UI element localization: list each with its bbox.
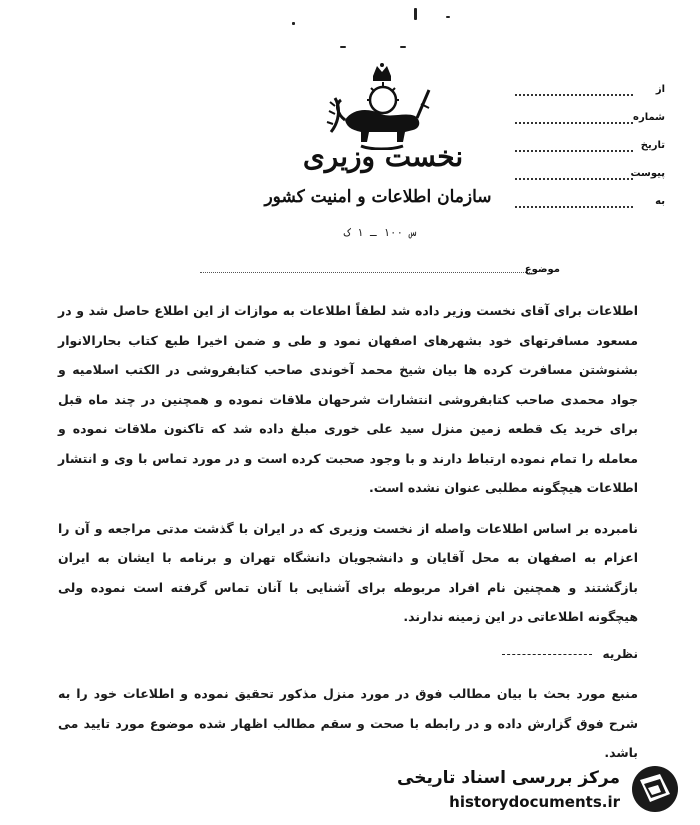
meta-label: پیوست [630, 168, 665, 179]
organization-name: سازمان اطلاعات و امنیت کشور [264, 187, 492, 207]
body-paragraph: منبع مورد بحث با بیان مطالب فوق در مورد منزل مذکور تحقیق نموده و اطلاعات خود را به شرح فوق گزارش داده و در رابطه با صحت و سقم مطالب اظهار شده موضوع مورد تایید می باشد. [58, 686, 638, 760]
speck [292, 22, 295, 25]
subject-label: موضوع [524, 264, 560, 275]
meta-row-from [490, 82, 665, 106]
meta-label: شماره [633, 112, 665, 123]
meta-fill-line [515, 150, 633, 152]
lion-and-sun-emblem-icon [325, 62, 440, 150]
opinion-heading [58, 640, 638, 670]
speck [446, 16, 450, 18]
subject-fill-line [200, 272, 530, 273]
reference-number: س ۱۰۰ ـ ۱ ک [343, 226, 417, 239]
opinion-label: نظریه [602, 646, 638, 661]
meta-label: تاریخ [640, 140, 665, 151]
meta-label: به [655, 196, 665, 207]
meta-fill-line [515, 178, 633, 180]
archive-watermark [397, 760, 690, 816]
speck [414, 8, 417, 20]
meta-fill-line [515, 122, 633, 124]
watermark-title: مرکز بررسی اسناد تاریخی [397, 768, 620, 788]
speck [400, 46, 406, 48]
dashed-divider [502, 654, 592, 655]
meta-label: از [655, 84, 665, 95]
subject-row [200, 266, 560, 280]
meta-row-number [490, 110, 665, 134]
meta-row-date [490, 138, 665, 162]
letter-meta-fields [490, 82, 665, 222]
ministry-title: نخست وزیری [302, 140, 464, 173]
archive-logo-icon [626, 764, 684, 814]
body-paragraph: اطلاعات برای آقای نخست وزیر داده شد لطفاً اطلاعات به موازات از این اطلاع حاصل شد و در مسعود مسافرتهای خود بشهرهای اصفهان نمود و طی و ضمن اخیرا طبع کتاب بحارالانوار بشنوشتن مسافرت کرده ها بیان شیخ محمد آخوندی صاحب کتابفروشی در الکتب اسلامیه و جواد محمدی صاحب کتابفروشی انتشارات شرحهان ملاقات نموده و همچنین در چند ماه قبل برای خرید یک قطعه زمین منزل سید علی خوری مبلغ داده شد که تاکنون ملاقات نموده و معامله را تمام نموده ارتباط دارند و با وجود صحبت کرده است و در مورد تماس با وی و انتشار اطلاعات هیچگونه مطلبی عنوان نشده است. [58, 303, 638, 495]
body-paragraph: نامبرده بر اساس اطلاعات واصله از نخست وزیری که در ایران با گذشت مدتی مراجعه و آن را اعزام به اصفهان به محل آقایان و دانشجویان دانشگاه تهران و برنامه با ایشان به ایران بازگشتند و همچنین نام افراد مربوطه برای آشنایی با آنان تماس گرفته است نموده ولی هیچگونه اطلاعاتی در این زمینه ندارند. [58, 520, 638, 624]
meta-fill-line [515, 94, 633, 96]
watermark-url: historydocuments.ir [449, 793, 620, 811]
letter-body [58, 296, 638, 768]
meta-fill-line [515, 206, 633, 208]
meta-row-attachment [490, 166, 665, 190]
speck [340, 46, 346, 48]
meta-row-to [490, 194, 665, 218]
